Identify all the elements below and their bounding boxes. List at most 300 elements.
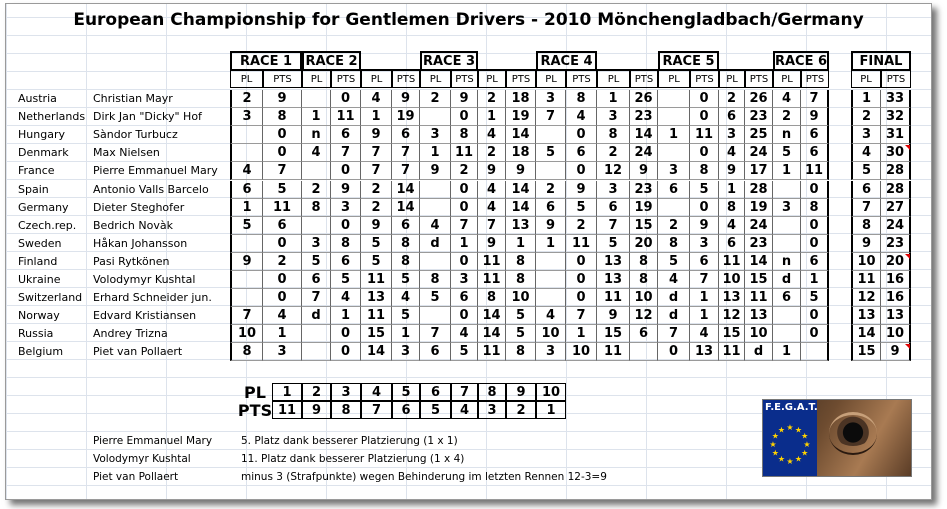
score-cell: 30	[881, 144, 911, 162]
score-cell: 14	[506, 181, 536, 199]
score-cell	[420, 199, 451, 217]
score-cell: 6	[331, 126, 361, 144]
score-cell: 13	[881, 307, 911, 325]
score-cell: 13	[745, 307, 773, 325]
score-cell	[536, 271, 566, 289]
score-cell: 8	[566, 90, 597, 108]
race-header: RACE 1	[230, 51, 302, 70]
score-cell: 0	[263, 235, 302, 253]
score-cell: 2	[658, 217, 690, 235]
country-name: Switzerland	[18, 291, 83, 305]
score-cell: 5	[566, 199, 597, 217]
score-cell	[420, 181, 451, 199]
score-cell: 9	[881, 343, 911, 361]
score-cell: 0	[566, 289, 597, 307]
score-cell: 23	[745, 235, 773, 253]
score-cell	[230, 235, 263, 253]
sub-header: PTS	[881, 70, 911, 88]
score-cell: d	[658, 307, 690, 325]
score-cell: 15	[745, 271, 773, 289]
score-cell: 1	[690, 307, 719, 325]
score-cell: 0	[801, 181, 829, 199]
score-cell: 4	[719, 144, 745, 162]
score-cell: 1	[773, 343, 801, 361]
legend-points: 11	[272, 401, 302, 419]
score-cell: 19	[392, 108, 420, 126]
driver-name: Christian Mayr	[93, 92, 173, 105]
driver-name: Edvard Kristiansen	[93, 309, 197, 323]
score-cell: 11	[851, 271, 881, 289]
legend-points: 1	[536, 401, 566, 419]
score-cell: 6	[801, 126, 829, 144]
score-cell: 14	[630, 126, 658, 144]
legend-points: 3	[478, 401, 506, 419]
legend-points: 4	[451, 401, 478, 419]
sub-header: PTS	[566, 70, 597, 88]
sub-header: PTS	[392, 70, 420, 88]
score-cell: 8	[506, 343, 536, 361]
score-cell: 15	[597, 325, 630, 343]
country-name: Czech.rep.	[18, 218, 77, 232]
score-cell: 20	[881, 253, 911, 271]
score-cell: 1	[263, 325, 302, 343]
driver-name: Volodymyr Kushtal	[93, 273, 196, 286]
score-cell: 8	[630, 271, 658, 289]
score-cell: 7	[420, 325, 451, 343]
score-cell: 9	[361, 217, 392, 235]
star-icon: ★	[777, 454, 786, 464]
score-cell: 16	[881, 271, 911, 289]
score-cell: 31	[881, 126, 911, 144]
legend-place: 2	[302, 383, 331, 401]
score-cell: 0	[801, 325, 829, 343]
score-cell: 13	[361, 289, 392, 307]
driver-name: Bedrich Novàk	[93, 218, 173, 232]
score-cell: 9	[263, 90, 302, 108]
sub-header: PTS	[801, 70, 829, 88]
score-cell: 13	[851, 307, 881, 325]
score-cell: 8	[230, 343, 263, 361]
score-cell: 13	[597, 271, 630, 289]
score-cell: 2	[773, 108, 801, 126]
score-cell	[773, 181, 801, 199]
score-cell: 0	[451, 253, 478, 271]
score-cell: 2	[230, 90, 263, 108]
score-cell: 4	[719, 217, 745, 235]
score-cell: 4	[392, 289, 420, 307]
legend-place: 5	[392, 383, 420, 401]
score-cell: 1	[230, 199, 263, 217]
score-cell: 0	[566, 271, 597, 289]
score-cell: 9	[331, 181, 361, 199]
driver-name: Antonio Valls Barcelo	[93, 182, 209, 196]
score-cell: 0	[331, 90, 361, 108]
star-icon: ★	[771, 431, 779, 441]
driver-name: Håkan Johansson	[93, 236, 188, 250]
driver-name: Max Nielsen	[93, 146, 160, 160]
logo-text: F.E.G.A.T.	[765, 402, 818, 413]
race-header: RACE 5	[658, 51, 719, 70]
score-cell: 3	[851, 126, 881, 144]
score-cell: 14	[478, 307, 506, 325]
country-name: Austria	[18, 92, 57, 105]
score-cell: 1	[719, 181, 745, 199]
score-cell: 8	[263, 108, 302, 126]
score-cell: 12	[719, 307, 745, 325]
score-cell: 11	[451, 144, 478, 162]
score-cell: 7	[451, 217, 478, 235]
score-cell	[773, 307, 801, 325]
score-cell: 11	[331, 108, 361, 126]
score-cell: 2	[361, 181, 392, 199]
score-cell	[420, 253, 451, 271]
driver-name: Dirk Jan "Dicky" Hof	[93, 110, 202, 124]
race-header: RACE 3	[420, 51, 478, 70]
score-cell: 4	[690, 325, 719, 343]
comment-marker	[905, 145, 910, 150]
score-cell	[302, 325, 331, 343]
score-cell: 14	[745, 253, 773, 271]
score-cell: 18	[506, 144, 536, 162]
score-cell: 1	[478, 108, 506, 126]
legend-place: 9	[506, 383, 536, 401]
score-cell	[302, 343, 331, 361]
score-cell: 4	[302, 144, 331, 162]
country-name: Hungary	[18, 128, 65, 142]
score-cell: 8	[392, 253, 420, 271]
legend-place: 7	[451, 383, 478, 401]
score-cell: 6	[331, 253, 361, 271]
sub-header: PL	[302, 70, 331, 88]
score-cell: 11	[719, 253, 745, 271]
score-cell: 10	[536, 325, 566, 343]
score-cell: 9	[361, 126, 392, 144]
score-cell: 1	[451, 235, 478, 253]
score-cell: 15	[630, 217, 658, 235]
score-cell: 6	[392, 126, 420, 144]
sub-header: PL	[851, 70, 881, 88]
standings-sheet	[5, 3, 932, 500]
score-cell: 1	[331, 307, 361, 325]
score-cell: 5	[597, 235, 630, 253]
note-driver: Volodymyr Kushtal	[93, 453, 191, 465]
score-cell: 14	[392, 199, 420, 217]
score-cell: 15	[719, 325, 745, 343]
race-header-blank	[597, 51, 658, 70]
score-cell: 11	[263, 199, 302, 217]
score-cell: 5	[851, 162, 881, 180]
score-cell	[302, 90, 331, 108]
note-driver: Piet van Pollaert	[93, 471, 179, 483]
score-cell: 23	[630, 181, 658, 199]
score-cell: 6	[302, 271, 331, 289]
score-cell: 4	[230, 162, 263, 180]
score-cell: 1	[361, 108, 392, 126]
score-cell: 8	[302, 199, 331, 217]
score-cell: 5	[361, 235, 392, 253]
score-cell: 1	[566, 325, 597, 343]
score-cell: 8	[506, 253, 536, 271]
score-cell: 3	[597, 181, 630, 199]
score-cell	[658, 90, 690, 108]
score-cell: 3	[331, 199, 361, 217]
score-cell: 12	[630, 307, 658, 325]
score-cell: 0	[566, 162, 597, 180]
score-cell: 0	[451, 108, 478, 126]
score-cell: 2	[451, 162, 478, 180]
score-cell: 6	[630, 325, 658, 343]
star-icon: ★	[777, 425, 786, 435]
score-cell: 14	[506, 199, 536, 217]
score-cell: 5	[302, 253, 331, 271]
score-cell: 13	[506, 217, 536, 235]
score-cell: 10	[881, 325, 911, 343]
score-cell: 6	[230, 181, 263, 199]
country-name: Finland	[18, 254, 58, 268]
score-cell: 0	[263, 144, 302, 162]
score-cell: 5	[801, 289, 829, 307]
score-cell: 11	[361, 271, 392, 289]
score-cell: 8	[478, 289, 506, 307]
score-cell: 26	[745, 90, 773, 108]
score-cell: 6	[392, 217, 420, 235]
sub-header: PTS	[451, 70, 478, 88]
score-cell: 2	[719, 90, 745, 108]
legend-pl-label: PL	[244, 383, 266, 401]
score-cell: 6	[451, 289, 478, 307]
score-cell: 9	[801, 108, 829, 126]
score-cell: 1	[690, 289, 719, 307]
sub-header: PTS	[745, 70, 773, 88]
score-cell: 9	[597, 307, 630, 325]
score-cell: 18	[506, 90, 536, 108]
score-cell: 3	[536, 90, 566, 108]
score-cell: 2	[420, 90, 451, 108]
score-cell: 6	[658, 181, 690, 199]
score-cell: 10	[719, 271, 745, 289]
score-cell: 9	[630, 162, 658, 180]
legend-points: 9	[302, 401, 331, 419]
driver-name: Andrey Trizna	[93, 327, 168, 341]
score-cell: 11	[597, 343, 630, 361]
score-cell: d	[302, 307, 331, 325]
score-cell: 8	[331, 235, 361, 253]
score-cell: 2	[478, 90, 506, 108]
score-cell	[302, 162, 331, 180]
score-cell: 24	[630, 144, 658, 162]
race-header: RACE 2	[302, 51, 361, 70]
score-cell: 7	[566, 307, 597, 325]
score-cell: 16	[881, 289, 911, 307]
score-cell: 24	[881, 217, 911, 235]
score-cell: 5	[392, 271, 420, 289]
score-cell: 14	[392, 181, 420, 199]
sub-header: PL	[597, 70, 630, 88]
score-cell	[230, 289, 263, 307]
score-cell: 6	[263, 217, 302, 235]
score-cell: 4	[331, 289, 361, 307]
score-cell	[536, 162, 566, 180]
score-cell: 1	[773, 162, 801, 180]
score-cell	[230, 144, 263, 162]
driver-name: Erhard Schneider jun.	[93, 291, 212, 305]
score-cell: 9	[536, 217, 566, 235]
sub-header: PL	[478, 70, 506, 88]
score-cell: 6	[536, 199, 566, 217]
country-name: Netherlands	[18, 110, 86, 124]
score-cell: 1	[420, 144, 451, 162]
score-cell: 0	[331, 325, 361, 343]
legend-points: 7	[361, 401, 392, 419]
score-cell: 8	[597, 126, 630, 144]
legend-pts-label: PTS	[238, 401, 272, 419]
score-cell: 12	[597, 162, 630, 180]
score-cell: 3	[302, 235, 331, 253]
score-cell: 10	[630, 289, 658, 307]
legend-points: 6	[392, 401, 420, 419]
score-cell: 1	[801, 271, 829, 289]
score-cell: 7	[597, 217, 630, 235]
score-cell	[630, 343, 658, 361]
score-cell	[420, 108, 451, 126]
score-cell: d	[420, 235, 451, 253]
score-cell: 9	[719, 162, 745, 180]
score-cell: d	[773, 271, 801, 289]
score-cell	[420, 307, 451, 325]
score-cell	[773, 325, 801, 343]
country-name: Sweden	[18, 236, 62, 250]
legend-place: 1	[272, 383, 302, 401]
country-name: Germany	[18, 200, 69, 214]
score-cell: 28	[881, 181, 911, 199]
sheet-title: European Championship for Gentlemen Drivers - 2010 Mönchengladbach/Germany	[73, 10, 864, 30]
score-cell: 27	[881, 199, 911, 217]
sub-header: PTS	[331, 70, 361, 88]
score-cell: 7	[302, 289, 331, 307]
score-cell: 19	[745, 199, 773, 217]
score-cell: 24	[745, 144, 773, 162]
score-cell: 4	[566, 108, 597, 126]
score-cell: 7	[478, 217, 506, 235]
driver-name: Pasi Rytkönen	[93, 254, 170, 268]
race-header-blank	[361, 51, 420, 70]
sub-header: PTS	[263, 70, 302, 88]
score-cell: 4	[658, 271, 690, 289]
score-cell: 11	[719, 343, 745, 361]
score-cell: 0	[801, 307, 829, 325]
score-cell: 8	[630, 253, 658, 271]
score-cell: 5	[506, 307, 536, 325]
score-cell: 3	[536, 343, 566, 361]
score-cell: 8	[719, 199, 745, 217]
score-cell: 5	[392, 307, 420, 325]
note-driver: Pierre Emmanuel Mary	[93, 435, 213, 447]
score-cell: 3	[451, 271, 478, 289]
score-cell: 6	[566, 144, 597, 162]
sub-header: PL	[719, 70, 745, 88]
score-cell: 7	[361, 162, 392, 180]
score-cell: 2	[536, 181, 566, 199]
score-cell: 1	[597, 90, 630, 108]
score-cell: 3	[658, 162, 690, 180]
star-icon: ★	[801, 448, 809, 458]
country-name: Ukraine	[18, 273, 61, 286]
score-cell: 13	[597, 253, 630, 271]
sub-header: PL	[230, 70, 263, 88]
score-cell: 0	[451, 307, 478, 325]
score-cell: 3	[263, 343, 302, 361]
score-cell: 5	[331, 271, 361, 289]
score-cell: 3	[773, 199, 801, 217]
score-cell: 7	[658, 325, 690, 343]
score-cell: 4	[478, 181, 506, 199]
score-cell: 4	[851, 144, 881, 162]
score-cell: 2	[851, 108, 881, 126]
score-cell: 9	[478, 235, 506, 253]
score-cell: 11	[801, 162, 829, 180]
driver-name: Piet van Pollaert	[93, 345, 183, 359]
score-cell: 6	[420, 343, 451, 361]
score-cell: 9	[506, 162, 536, 180]
score-cell: 9	[566, 181, 597, 199]
score-cell: 6	[801, 144, 829, 162]
score-cell: 26	[630, 90, 658, 108]
score-cell: 11	[478, 271, 506, 289]
score-cell: 3	[420, 126, 451, 144]
score-cell: 11	[566, 235, 597, 253]
score-cell: 14	[851, 325, 881, 343]
score-cell: 8	[392, 235, 420, 253]
score-cell: 28	[745, 181, 773, 199]
legend-place: 3	[331, 383, 361, 401]
country-name: France	[18, 164, 55, 178]
score-cell: 11	[478, 343, 506, 361]
score-cell: 4	[478, 126, 506, 144]
score-cell: n	[773, 253, 801, 271]
score-cell: 7	[801, 90, 829, 108]
score-cell: 25	[745, 126, 773, 144]
driver-name: Dieter Steghofer	[93, 200, 185, 214]
score-cell	[658, 144, 690, 162]
score-cell: 14	[506, 126, 536, 144]
score-cell: 20	[630, 235, 658, 253]
score-cell: 7	[263, 162, 302, 180]
score-cell: 1	[506, 235, 536, 253]
score-cell: 5	[658, 253, 690, 271]
star-icon: ★	[786, 457, 794, 466]
score-cell: 23	[630, 108, 658, 126]
score-cell: 5	[361, 253, 392, 271]
legend-place: 8	[478, 383, 506, 401]
score-cell: 4	[420, 217, 451, 235]
score-cell: 2	[566, 217, 597, 235]
score-cell: 1	[302, 108, 331, 126]
score-cell: 5	[773, 144, 801, 162]
race-header-blank	[478, 51, 536, 70]
sub-header: PTS	[690, 70, 719, 88]
race-header-blank	[719, 51, 773, 70]
score-cell: 7	[690, 271, 719, 289]
score-cell: 5	[536, 144, 566, 162]
score-cell: 9	[230, 253, 263, 271]
score-cell: 0	[263, 289, 302, 307]
score-cell: 11	[690, 126, 719, 144]
score-cell: 13	[719, 289, 745, 307]
legend-points: 8	[331, 401, 361, 419]
score-cell: 19	[506, 108, 536, 126]
score-cell: 0	[690, 90, 719, 108]
score-cell: 6	[690, 253, 719, 271]
